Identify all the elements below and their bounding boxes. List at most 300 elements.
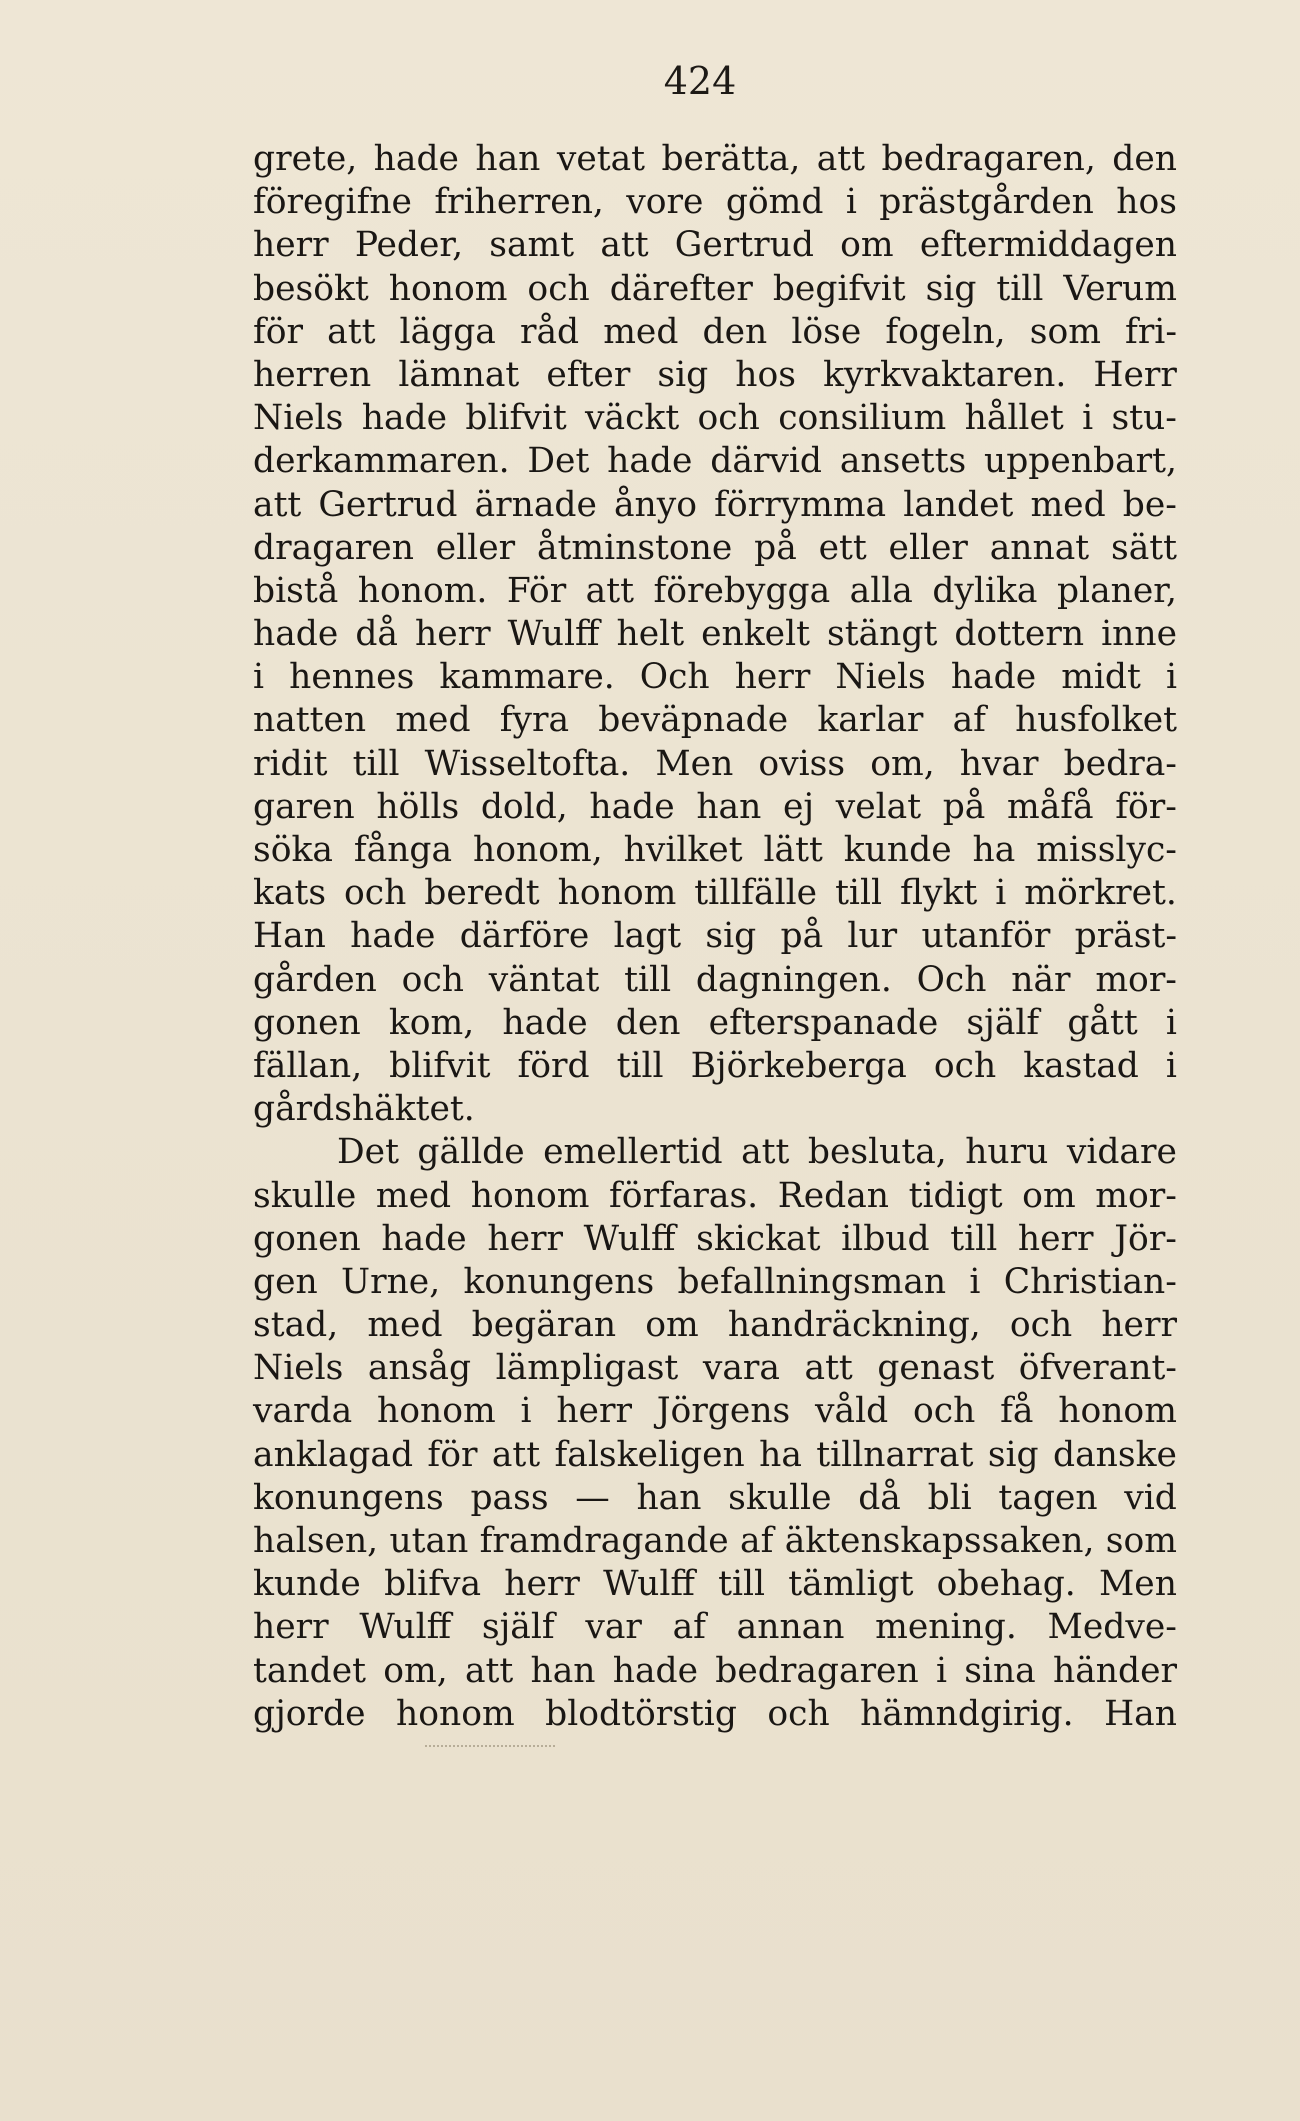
word: då — [355, 614, 398, 655]
word: den — [1112, 139, 1177, 179]
word: gonen — [253, 1218, 361, 1259]
word: lur — [847, 916, 898, 957]
text-line — [253, 440, 1177, 483]
word: Gertrud — [674, 225, 814, 266]
word: i — [253, 657, 265, 698]
text-line — [253, 1650, 1177, 1693]
text-line — [253, 1002, 1177, 1045]
word: misslyc- — [1036, 830, 1177, 870]
word: till — [616, 1045, 664, 1086]
word: mening. — [875, 1607, 1017, 1648]
text-line — [253, 570, 1177, 613]
word: vore — [626, 182, 704, 223]
word: gällde — [417, 1132, 525, 1173]
word: blifvit — [465, 398, 567, 439]
word: garen — [253, 786, 355, 827]
word: i — [1165, 657, 1177, 698]
word: stu- — [1111, 398, 1177, 439]
word: befallningsman — [677, 1261, 947, 1302]
word: — — [575, 1477, 610, 1518]
word: med — [603, 311, 679, 352]
text-line — [253, 181, 1177, 224]
word: ånyo — [613, 484, 698, 525]
text-line — [253, 786, 1177, 829]
body-text — [253, 138, 1177, 1736]
word: Jörgens — [656, 1391, 791, 1432]
word: Det — [527, 441, 590, 482]
word: i — [995, 873, 1007, 914]
word: att — [327, 311, 376, 352]
word: Wisseltofta. — [424, 743, 631, 784]
word: därvid — [710, 441, 823, 482]
word: ett — [818, 527, 867, 568]
text-line — [253, 915, 1177, 958]
word: ridit — [253, 743, 328, 784]
word: föregifne — [253, 182, 412, 223]
word: för — [253, 311, 304, 352]
text-line — [253, 656, 1177, 699]
word: oviss — [758, 743, 846, 784]
word: Niels — [835, 657, 926, 698]
word: råd — [519, 311, 580, 352]
word: med — [1030, 484, 1106, 525]
word: kammare. — [439, 657, 615, 698]
word: därföre — [459, 916, 590, 957]
word: derkammaren. — [253, 441, 510, 482]
word: kastad — [1023, 1045, 1139, 1086]
word: han — [475, 139, 541, 179]
word: honom — [377, 1391, 496, 1432]
word: dylika — [932, 570, 1038, 611]
word: tagen — [998, 1477, 1098, 1518]
text-line — [253, 613, 1177, 656]
word: Urne, — [341, 1261, 441, 1302]
text-line — [253, 138, 1177, 181]
word: i — [1082, 398, 1094, 439]
word: ilbud — [841, 1218, 930, 1259]
word: Wulff — [507, 614, 600, 655]
word: utan — [389, 1521, 469, 1561]
word: obehag. — [936, 1564, 1076, 1605]
word: hennes — [289, 657, 415, 698]
word: till — [950, 1218, 998, 1259]
word: åtminstone — [536, 527, 733, 568]
word: kunde — [843, 830, 952, 870]
word: Wulff — [603, 1564, 695, 1605]
word: ansetts — [839, 441, 967, 482]
word: om — [840, 225, 894, 266]
word: prästgården — [879, 182, 1094, 223]
word: Peder, — [354, 225, 464, 266]
word: honom — [1058, 1391, 1177, 1432]
text-line — [253, 743, 1177, 786]
word: gonen — [253, 1002, 361, 1043]
word: var — [585, 1607, 642, 1648]
word: lätt — [763, 830, 823, 870]
word: hade — [612, 1650, 699, 1691]
word: sätt — [1110, 527, 1177, 568]
text-line — [253, 1261, 1177, 1304]
word: hade — [950, 657, 1037, 698]
word: Wulff — [359, 1607, 452, 1648]
word: om — [645, 1305, 699, 1346]
word: Det — [337, 1132, 399, 1173]
word: han — [636, 1477, 702, 1518]
word: vetat — [556, 139, 646, 179]
word: honom — [395, 1693, 515, 1734]
word: varda — [253, 1391, 353, 1432]
word: hos — [735, 354, 796, 395]
word: han — [696, 786, 762, 827]
text-line — [253, 1434, 1177, 1477]
word: friherren, — [434, 182, 604, 223]
word: sig — [705, 916, 757, 957]
word: gen — [253, 1261, 318, 1302]
word: tidigt — [908, 1175, 1003, 1216]
word: och — [401, 959, 464, 1000]
word: förrymma — [714, 484, 887, 525]
word: dottern — [954, 614, 1085, 655]
word: hållet — [964, 398, 1064, 439]
word: i — [935, 1650, 947, 1691]
word: och — [767, 1693, 830, 1734]
word: på — [942, 786, 986, 827]
word: herr — [504, 1564, 580, 1605]
word: gjorde — [253, 1693, 366, 1734]
word: våld — [815, 1391, 889, 1432]
word: gömd — [725, 182, 824, 223]
word: halsen, — [253, 1521, 379, 1561]
word: Jör- — [1114, 1218, 1177, 1259]
word: därefter — [609, 268, 753, 309]
word: förebygga — [653, 570, 831, 611]
word: själf — [966, 1002, 1040, 1043]
word: husfolket — [1015, 700, 1177, 741]
word: flykt — [900, 873, 978, 914]
word: till — [835, 873, 883, 914]
word: att — [491, 1434, 541, 1475]
word: falskeligen — [554, 1434, 745, 1475]
word: tandet — [253, 1650, 367, 1691]
word: och — [933, 1045, 997, 1086]
word: Han — [253, 916, 326, 957]
word: vid — [1124, 1477, 1177, 1518]
word: för- — [1115, 786, 1177, 827]
word: i — [1165, 1002, 1177, 1043]
word: att — [253, 484, 302, 525]
word: begäran — [471, 1305, 617, 1346]
word: hade — [373, 139, 459, 179]
word: huru — [965, 1132, 1049, 1173]
word: planer, — [1056, 570, 1177, 611]
text-line — [253, 1606, 1177, 1649]
word: kom, — [388, 1002, 475, 1043]
page-number: 424 — [663, 59, 737, 103]
word: blifvit — [389, 1045, 491, 1086]
text-line — [253, 1088, 1177, 1131]
word: natten — [253, 700, 367, 741]
word: om, — [870, 743, 935, 784]
word: händer — [1052, 1650, 1177, 1691]
word: Gertrud — [318, 484, 458, 525]
word: herr — [556, 1391, 632, 1432]
word: med — [375, 1175, 452, 1216]
text-line — [253, 1347, 1177, 1390]
word: herr — [415, 614, 491, 655]
word: bedragaren — [715, 1650, 919, 1691]
word: herr — [253, 1607, 329, 1648]
word: den — [615, 1002, 681, 1043]
word: för — [427, 1434, 478, 1475]
word: bli — [927, 1477, 972, 1518]
word: handräckning, — [727, 1305, 981, 1346]
word: herr — [487, 1218, 563, 1259]
word: hade — [350, 916, 436, 957]
word: sig — [657, 354, 709, 395]
word: väckt — [585, 398, 680, 439]
text-line — [253, 872, 1177, 915]
word: hvilket — [623, 830, 743, 870]
word: af — [952, 700, 986, 741]
word: gårdshäktet. — [253, 1089, 475, 1130]
word: fånga — [353, 830, 453, 870]
word: eller — [888, 527, 968, 568]
word: beväpnade — [598, 700, 789, 741]
text-line — [253, 1131, 1177, 1174]
word: karlar — [817, 700, 924, 741]
word: själf — [481, 1607, 555, 1648]
word: ha — [972, 830, 1016, 870]
word: stängt — [827, 614, 938, 655]
word: väntat — [488, 959, 600, 1000]
word: stad, — [253, 1305, 339, 1346]
word: tillfälle — [694, 873, 818, 914]
word: anklagad — [253, 1434, 414, 1475]
text-line — [253, 1477, 1177, 1520]
word: söka — [253, 830, 333, 870]
word: om, — [383, 1650, 448, 1691]
text-line — [253, 959, 1177, 1002]
text-line — [253, 354, 1177, 397]
word: Niels — [253, 1348, 344, 1389]
word: att — [600, 225, 649, 266]
word: Men — [1098, 1564, 1177, 1605]
word: af — [672, 1607, 706, 1648]
word: lägga — [399, 311, 496, 352]
text-line — [253, 1693, 1177, 1736]
word: eller — [435, 527, 516, 568]
word: tämligt — [788, 1564, 914, 1605]
word: till — [624, 959, 672, 1000]
word: mor- — [1095, 1175, 1177, 1216]
word: annat — [989, 527, 1090, 568]
word: Niels — [253, 398, 344, 439]
word: kyrkvaktaren. — [823, 354, 1067, 395]
word: herr — [1017, 1218, 1094, 1259]
word: i — [969, 1261, 981, 1302]
word: skulle — [728, 1477, 832, 1518]
word: consilium — [778, 398, 947, 439]
word: Björkeberga — [690, 1045, 907, 1086]
word: grete, — [253, 139, 358, 179]
word: mor- — [1095, 959, 1177, 1000]
word: dold, — [480, 786, 568, 827]
word: Redan — [777, 1175, 890, 1216]
word: till — [352, 743, 400, 784]
word: blifva — [384, 1564, 482, 1605]
word: präst- — [1074, 916, 1177, 957]
word: kats — [253, 873, 327, 914]
text-line — [253, 1563, 1177, 1606]
word: besökt — [253, 268, 369, 309]
word: som — [1029, 311, 1101, 352]
word: velat — [835, 786, 922, 827]
word: hade — [381, 1218, 467, 1259]
word: af — [740, 1521, 774, 1561]
word: hade — [502, 1002, 588, 1043]
decorative-rule — [425, 1745, 555, 1747]
word: bistå — [253, 570, 339, 611]
text-line — [253, 527, 1177, 570]
word: få — [1000, 1391, 1034, 1432]
word: hade — [589, 786, 675, 827]
word: i — [845, 182, 857, 223]
text-line — [253, 311, 1177, 354]
word: framdragande — [479, 1521, 729, 1561]
word: Verum — [1063, 268, 1177, 309]
word: lämpligast — [495, 1348, 679, 1389]
word: i — [520, 1391, 532, 1432]
word: hade — [253, 614, 339, 655]
word: Och — [916, 959, 987, 1000]
word: dragaren — [253, 527, 414, 568]
word: kunde — [253, 1564, 361, 1605]
word: konungens — [463, 1261, 655, 1302]
word: pass — [470, 1477, 549, 1518]
word: bedra- — [1063, 743, 1177, 784]
word: ha — [759, 1434, 802, 1475]
word: För — [506, 570, 567, 611]
word: beredt — [424, 873, 540, 914]
word: på — [780, 916, 824, 957]
word: och — [527, 268, 590, 309]
word: och — [913, 1391, 976, 1432]
word: landet — [903, 484, 1014, 525]
word: hvar — [959, 743, 1039, 784]
word: hade — [607, 441, 693, 482]
word: på — [754, 527, 797, 568]
text-line — [253, 484, 1177, 527]
text-line — [253, 1175, 1177, 1218]
word: att — [585, 570, 634, 611]
word: honom — [388, 268, 508, 309]
word: öfverant- — [1018, 1348, 1177, 1389]
word: fogeln, — [885, 311, 1006, 352]
word: han — [530, 1650, 596, 1691]
word: gården — [253, 959, 377, 1000]
word: sig — [925, 268, 977, 309]
word: berätta, — [661, 139, 801, 179]
text-line — [253, 699, 1177, 742]
word: förd — [517, 1045, 590, 1086]
text-line — [253, 1390, 1177, 1433]
word: Men — [655, 743, 734, 784]
word: Medve- — [1047, 1607, 1177, 1648]
word: gått — [1067, 1002, 1138, 1043]
word: löse — [791, 311, 862, 352]
word: att — [464, 1650, 514, 1691]
word: sina — [964, 1650, 1036, 1691]
word: alla — [849, 570, 913, 611]
word: den — [702, 311, 768, 352]
word: måfå — [1006, 786, 1094, 827]
word: efterspanade — [708, 1002, 939, 1043]
word: genast — [877, 1348, 995, 1389]
word: förfaras. — [609, 1175, 759, 1216]
word: och — [1009, 1305, 1073, 1346]
word: mörkret. — [1024, 873, 1177, 914]
word: danske — [1053, 1434, 1177, 1475]
word: ärnade — [474, 484, 597, 525]
word: annan — [736, 1607, 845, 1648]
word: honom, — [473, 830, 603, 870]
word: midt — [1061, 657, 1141, 698]
word: herr — [253, 225, 329, 266]
word: äktenskapssaken, — [784, 1521, 1095, 1561]
word: blodtörstig — [545, 1693, 737, 1734]
word: Herr — [1093, 354, 1177, 395]
word: skulle — [253, 1175, 357, 1216]
word: sig — [987, 1434, 1039, 1475]
word: utanför — [921, 916, 1051, 957]
word: vidare — [1066, 1132, 1177, 1173]
text-line — [253, 268, 1177, 311]
text-line — [253, 224, 1177, 267]
word: tillnarrat — [816, 1434, 974, 1475]
word: fri- — [1125, 311, 1177, 352]
word: om — [1022, 1175, 1076, 1216]
word: efter — [546, 354, 631, 395]
word: fällan, — [253, 1045, 363, 1086]
word: helt — [616, 614, 685, 655]
word: eftermiddagen — [919, 225, 1177, 266]
word: hos — [1116, 182, 1177, 223]
word: med — [395, 700, 471, 741]
word: bedragaren, — [881, 139, 1096, 179]
word: besluta, — [807, 1132, 947, 1173]
word: konungens — [253, 1477, 444, 1518]
word: som — [1105, 1521, 1177, 1561]
word: enkelt — [701, 614, 810, 655]
word: lagt — [613, 916, 682, 957]
word: hämndgirig. — [860, 1693, 1074, 1734]
word: då — [858, 1477, 901, 1518]
word: dagningen. — [695, 959, 892, 1000]
word: begifvit — [772, 268, 906, 309]
word: lämnat — [398, 354, 520, 395]
word: ej — [782, 786, 815, 827]
word: honom. — [357, 570, 488, 611]
word: när — [1011, 959, 1071, 1000]
word: vara — [702, 1348, 780, 1389]
word: och — [697, 398, 760, 439]
word: Wulff — [583, 1218, 676, 1259]
word: skickat — [696, 1218, 821, 1259]
word: Christian- — [1003, 1261, 1177, 1302]
word: inne — [1101, 614, 1177, 655]
word: hölls — [376, 786, 460, 827]
word: i — [1165, 1045, 1177, 1086]
